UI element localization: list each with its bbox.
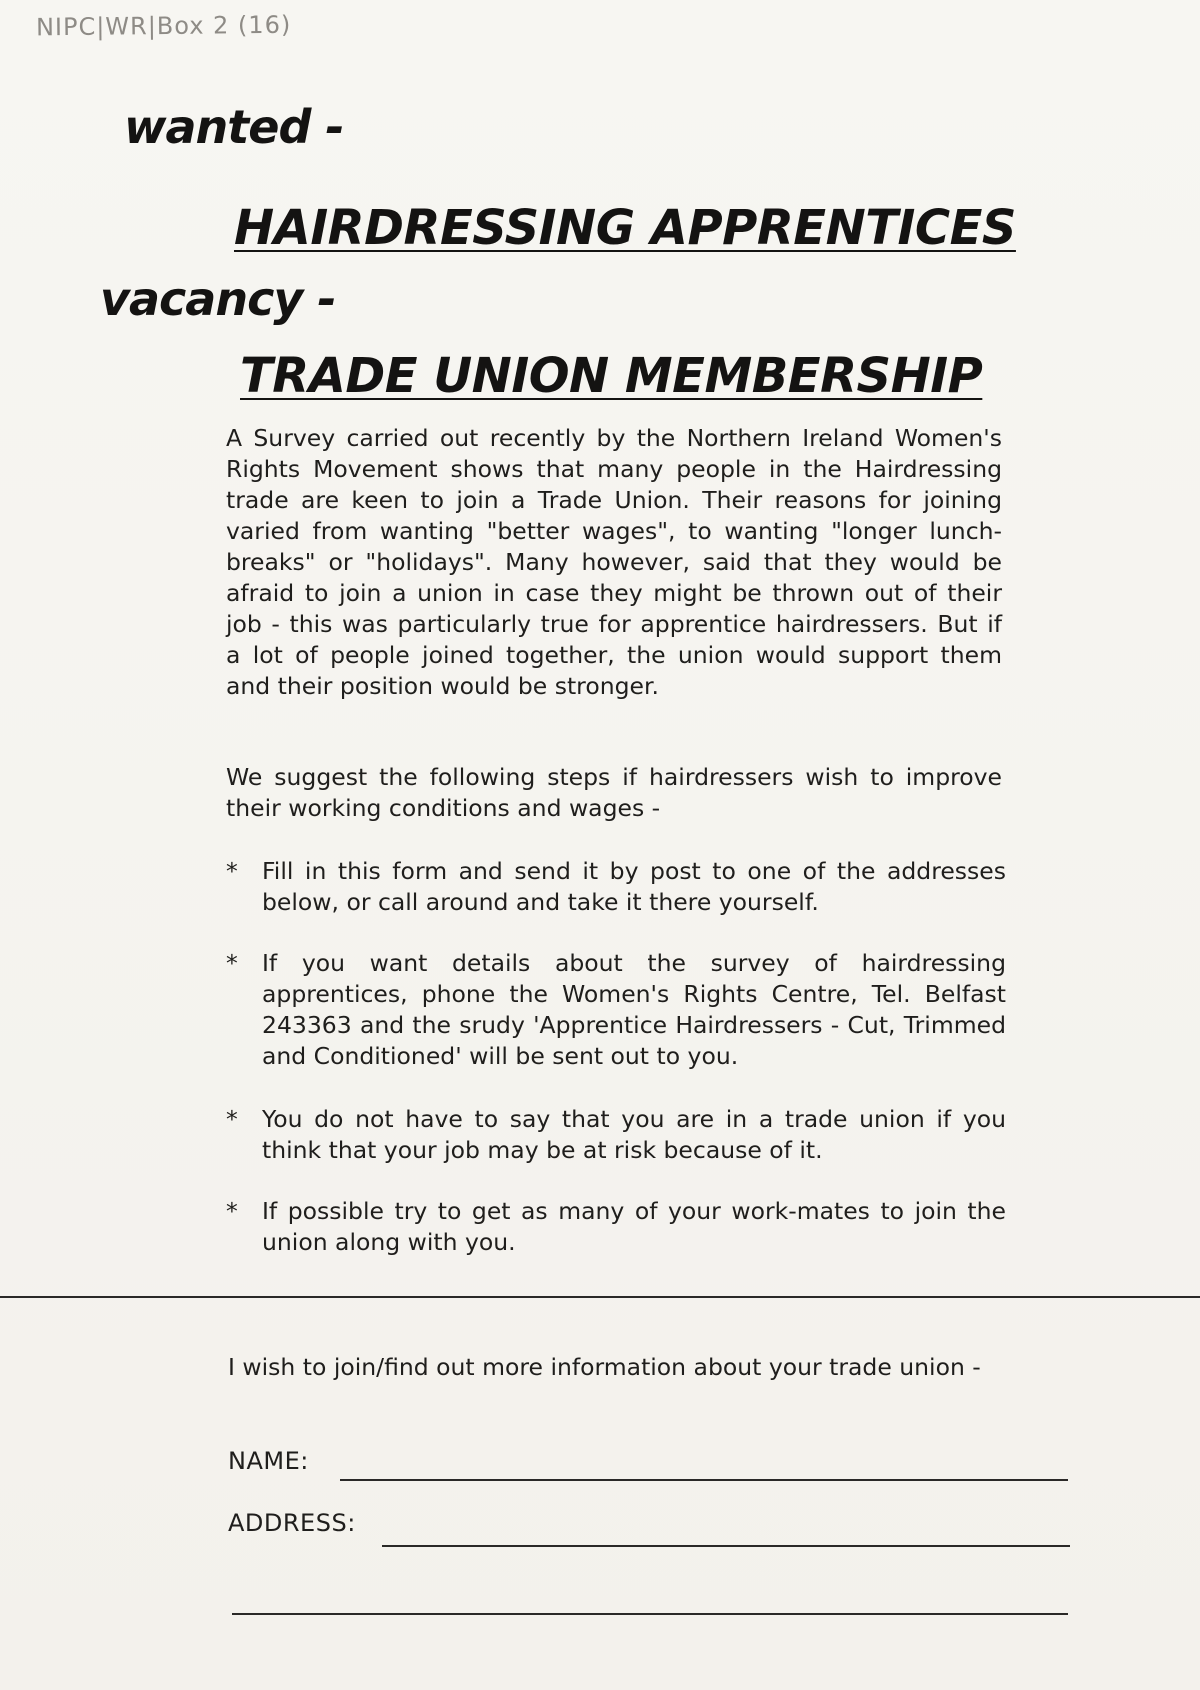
heading-wanted: wanted - <box>124 100 344 154</box>
bullet-star-icon: * <box>226 1105 238 1133</box>
tear-off-divider <box>0 1296 1200 1298</box>
archive-reference-note: NIPC|WR|Box 2 (16) <box>35 10 292 42</box>
bullet-item-fill-form <box>226 856 1006 918</box>
heading-trade-union-membership: TRADE UNION MEMBERSHIP <box>240 348 983 404</box>
name-field-label: NAME: <box>228 1447 309 1475</box>
bullet-star-icon: * <box>226 857 238 885</box>
bullet-text: Fill in this form and send it by post to one of the addresses below, or call around and take it there yourself. <box>262 857 1006 916</box>
bullet-item-survey-details <box>226 948 1006 1072</box>
form-intro-text: I wish to join/find out more information about your trade union - <box>228 1353 981 1381</box>
name-field-line[interactable] <box>340 1479 1068 1481</box>
address-field-label: ADDRESS: <box>228 1509 356 1537</box>
address-field-line-2[interactable] <box>232 1613 1068 1615</box>
survey-paragraph: A Survey carried out recently by the Northern Ireland Women's Rights Movement shows that many people in the Hairdressing trade are keen to join a Trade Union. Their reasons for joining varied from wanting "better wages", to wanting "longer lunch-breaks" or "holidays". Many however, said that they would be afraid to join a union in case they might be thrown out of their job - this was particularly true for apprentice hairdressers. But if a lot of people joined together, the union would support them and their position would be stronger. <box>226 424 1002 700</box>
heading-hairdressing-apprentices: HAIRDRESSING APPRENTICES <box>234 200 1016 256</box>
bullet-item-work-mates <box>226 1196 1006 1258</box>
bullet-star-icon: * <box>226 1197 238 1225</box>
address-field-line[interactable] <box>382 1545 1070 1547</box>
bullet-text: If possible try to get as many of your work-mates to join the union along with you. <box>262 1197 1006 1256</box>
bullet-item-job-risk <box>226 1104 1006 1166</box>
bullet-text: If you want details about the survey of hairdressing apprentices, phone the Women's Rights Centre, Tel. Belfast 243363 and the srudy 'Apprentice Hairdressers - Cut, Trimmed and Conditioned' will be sent out to you. <box>262 949 1006 1070</box>
bullet-star-icon: * <box>226 949 238 977</box>
steps-intro-paragraph: We suggest the following steps if hairdressers wish to improve their working conditions and wages - <box>226 763 1002 822</box>
heading-vacancy: vacancy - <box>100 272 336 326</box>
bullet-text: You do not have to say that you are in a trade union if you think that your job may be at risk because of it. <box>262 1105 1006 1164</box>
